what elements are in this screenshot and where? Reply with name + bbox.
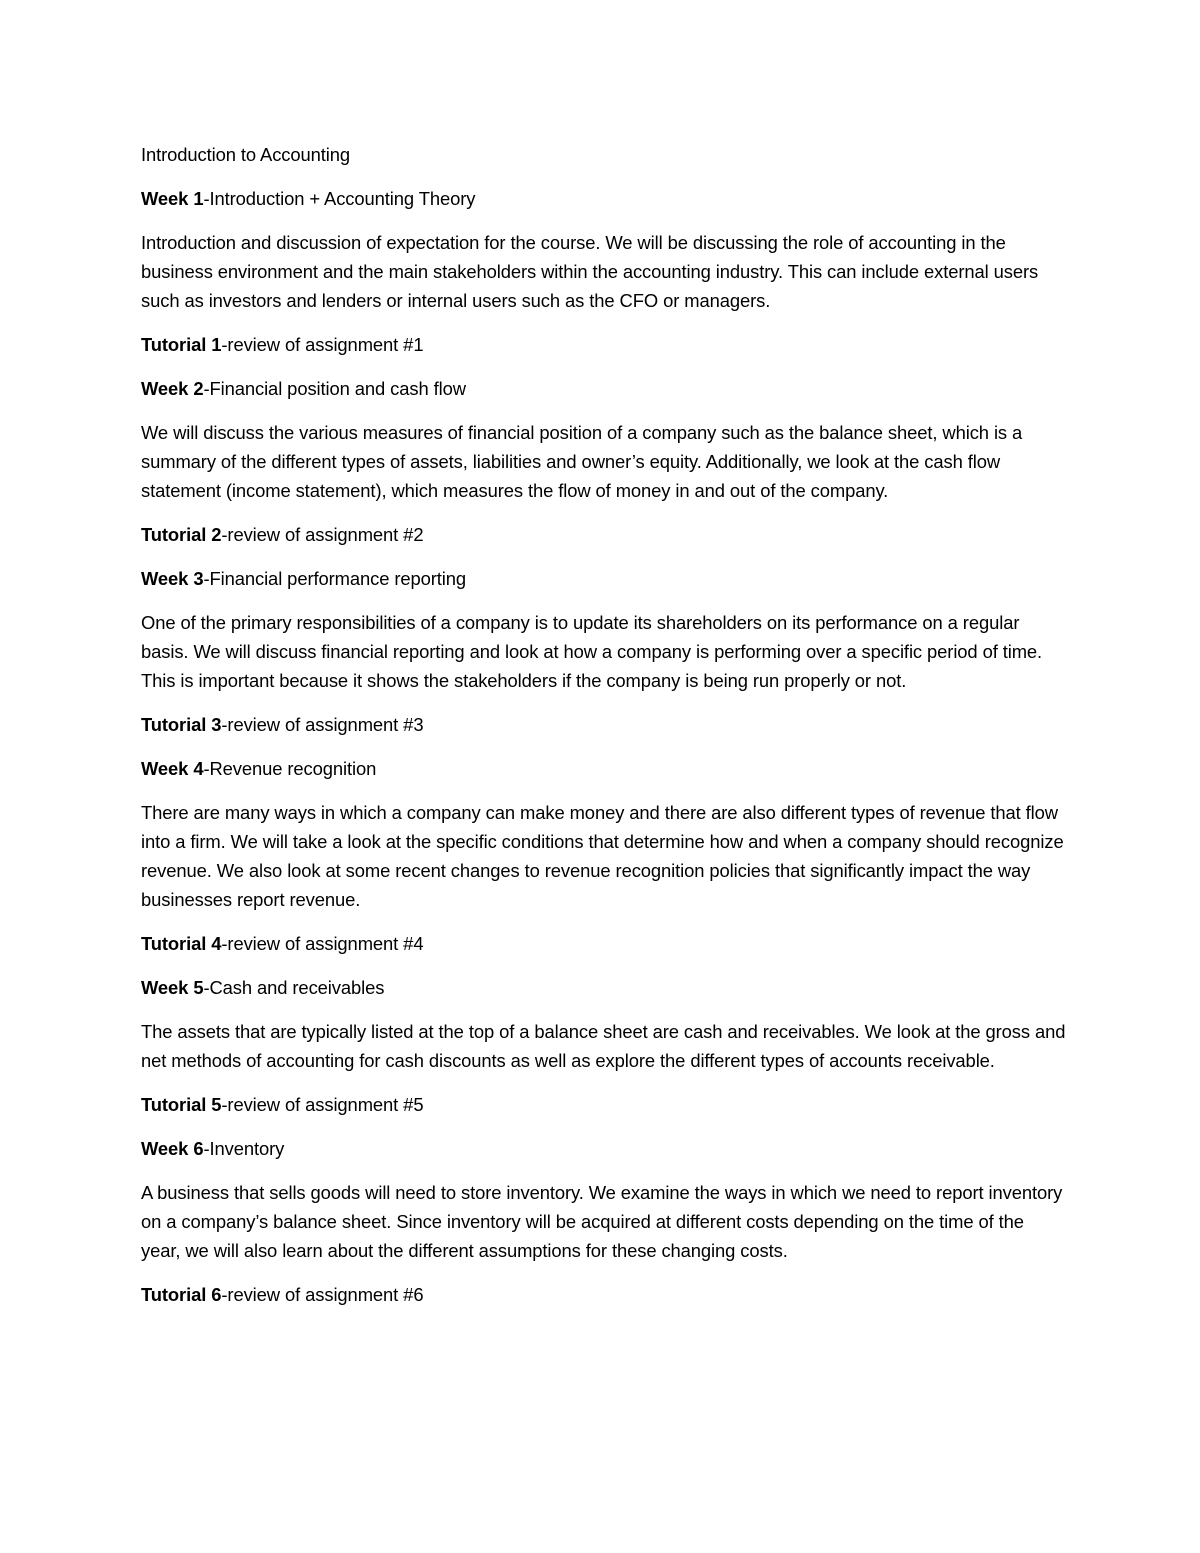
tutorial-6 bbox=[141, 1280, 1066, 1309]
week-topic: -Financial position and cash flow bbox=[203, 378, 466, 399]
tutorial-2 bbox=[141, 520, 1066, 549]
week-label: Week 4 bbox=[141, 758, 204, 779]
tutorial-label: Tutorial 1 bbox=[141, 334, 222, 355]
tutorial-text: -review of assignment #3 bbox=[221, 714, 424, 735]
week-label: Week 6 bbox=[141, 1138, 204, 1159]
tutorial-text: -review of assignment #2 bbox=[221, 524, 424, 545]
tutorial-label: Tutorial 6 bbox=[141, 1284, 222, 1305]
week-2-heading bbox=[141, 374, 1066, 403]
week-1-description: Introduction and discussion of expectation for the course. We will be discussing the role of accounting in the business environment and the main stakeholders within the accounting industry. This can include external users such as investors and lenders or internal users such as the CFO or managers. bbox=[141, 232, 1039, 311]
document-body bbox=[141, 140, 1066, 1324]
week-label: Week 2 bbox=[141, 378, 204, 399]
tutorial-text: -review of assignment #1 bbox=[221, 334, 424, 355]
document-title: Introduction to Accounting bbox=[141, 144, 351, 165]
week-label: Week 1 bbox=[141, 188, 204, 209]
week-4-description: There are many ways in which a company can make money and there are also different types of revenue that flow into a firm. We will take a look at the specific conditions that determine how and when a company should recognize revenue. We also look at some recent changes to revenue recognition policies that significantly impact the way businesses report revenue. bbox=[141, 802, 1064, 910]
week-topic: -Introduction + Accounting Theory bbox=[203, 188, 476, 209]
week-label: Week 5 bbox=[141, 977, 204, 998]
week-1-heading bbox=[141, 184, 1066, 213]
week-topic: -Financial performance reporting bbox=[203, 568, 467, 589]
tutorial-text: -review of assignment #6 bbox=[221, 1284, 424, 1305]
week-6-description: A business that sells goods will need to store inventory. We examine the ways in which we need to report inventory on a company’s balance sheet. Since inventory will be acquired at different costs depending on the time of the year, we will also learn about the different assumptions for these changing costs. bbox=[141, 1182, 1063, 1261]
week-topic: -Cash and receivables bbox=[203, 977, 385, 998]
week-3-description: One of the primary responsibilities of a company is to update its shareholders on its performance on a regular basis. We will discuss financial reporting and look at how a company is performing over a specific period of time. This is important because it shows the stakeholders if the company is being run properly or not. bbox=[141, 612, 1043, 691]
week-topic: -Revenue recognition bbox=[203, 758, 377, 779]
tutorial-5 bbox=[141, 1090, 1066, 1119]
week-6-heading bbox=[141, 1134, 1066, 1163]
tutorial-text: -review of assignment #5 bbox=[221, 1094, 424, 1115]
week-2-description: We will discuss the various measures of financial position of a company such as the balance sheet, which is a summary of the different types of assets, liabilities and owner’s equity. Additionally, we look at the cash flow statement (income statement), which measures the flow of money in and out of the company. bbox=[141, 422, 1023, 501]
week-topic: -Inventory bbox=[203, 1138, 285, 1159]
tutorial-label: Tutorial 3 bbox=[141, 714, 222, 735]
week-3-heading bbox=[141, 564, 1066, 593]
week-5-heading bbox=[141, 973, 1066, 1002]
tutorial-label: Tutorial 4 bbox=[141, 933, 222, 954]
week-label: Week 3 bbox=[141, 568, 204, 589]
tutorial-text: -review of assignment #4 bbox=[221, 933, 424, 954]
week-4-heading bbox=[141, 754, 1066, 783]
tutorial-1 bbox=[141, 330, 1066, 359]
tutorial-4 bbox=[141, 929, 1066, 958]
tutorial-label: Tutorial 2 bbox=[141, 524, 222, 545]
tutorial-label: Tutorial 5 bbox=[141, 1094, 222, 1115]
week-5-description: The assets that are typically listed at the top of a balance sheet are cash and receivables. We look at the gross and net methods of accounting for cash discounts as well as explore the different types of accounts receivable. bbox=[141, 1021, 1066, 1071]
tutorial-3 bbox=[141, 710, 1066, 739]
